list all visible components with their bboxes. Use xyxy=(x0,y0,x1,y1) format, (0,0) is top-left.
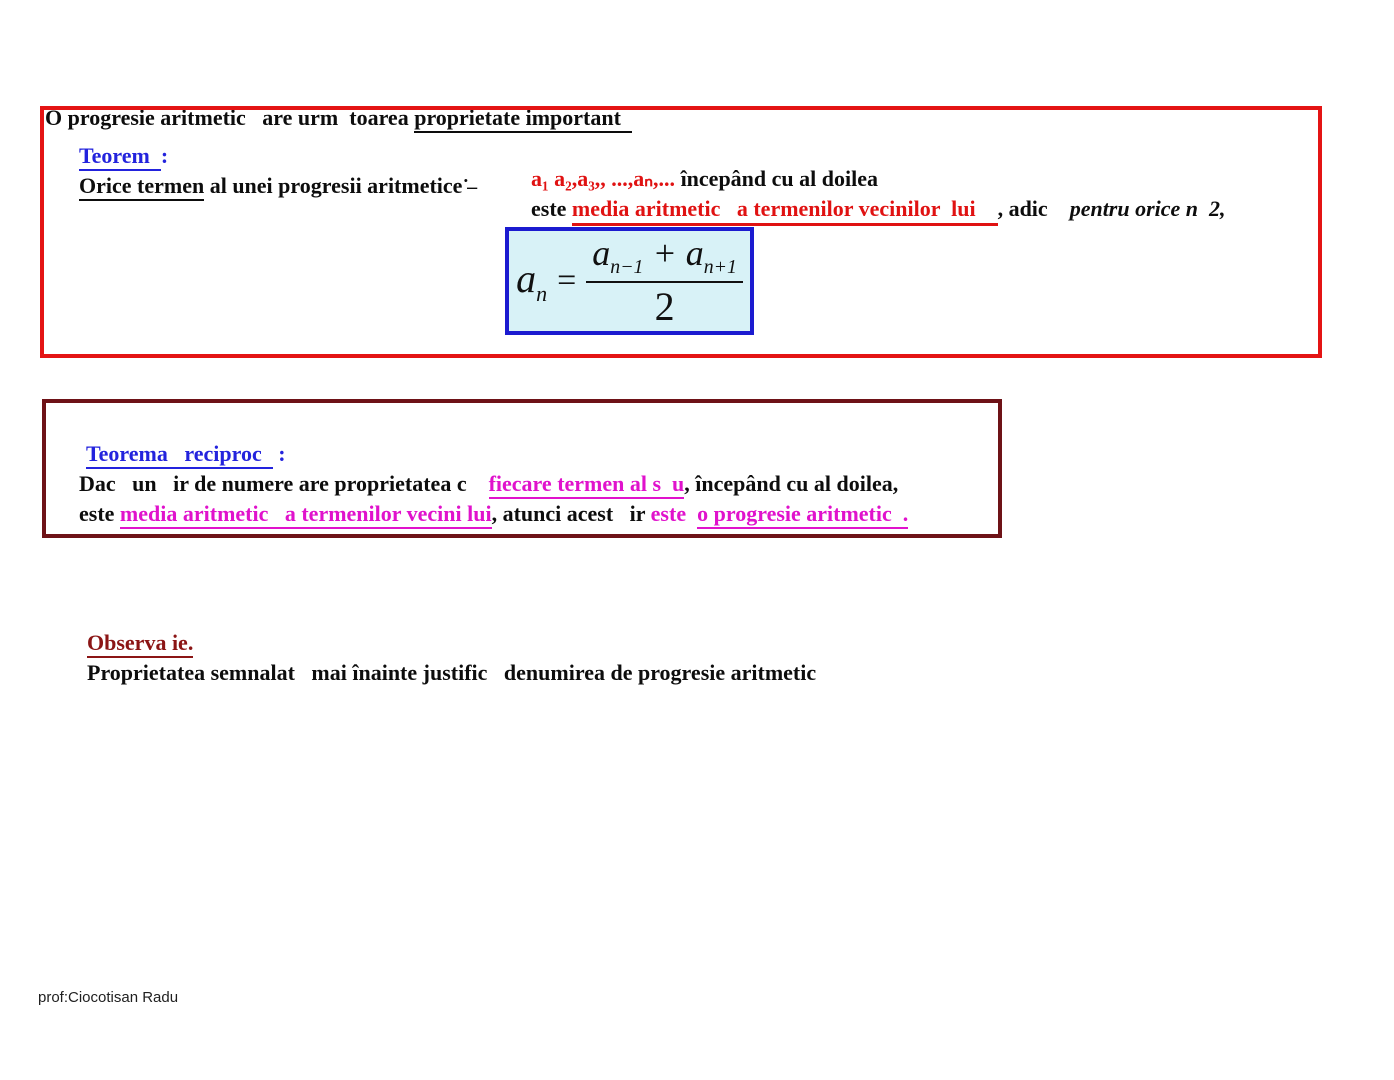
theorem-line-underlined: Orice termen xyxy=(79,173,204,201)
reciprocal-l1-start: Dac un ir de numere are proprietatea c xyxy=(79,470,489,496)
reciprocal-l2-mid: , atunci acest ir xyxy=(491,500,651,526)
footer-author: prof:Ciocotisan Radu xyxy=(38,989,179,1006)
media-adica: , adic xyxy=(997,195,1070,221)
theorem-line xyxy=(57,143,475,229)
equals-sign: = xyxy=(557,262,577,299)
theorem-line-rest: al unei progresii aritmetice xyxy=(204,172,463,198)
formula-fraction xyxy=(586,232,743,330)
fraction-numerator: $a_{n-1} + a_{n+1}$ xyxy=(586,232,743,283)
reciprocal-heading-colon: : xyxy=(272,440,286,466)
formula-box xyxy=(505,227,754,335)
reciprocal-l2-highlight1: media aritmetic a termenilor vecini lui xyxy=(120,501,492,529)
fraction-denominator: 2 xyxy=(654,284,675,330)
observation-body-row xyxy=(65,630,816,716)
media-underlined: media aritmetic a termenilor vecinilor lui xyxy=(572,196,998,226)
media-este: este xyxy=(531,195,572,221)
theorem-heading-colon: : xyxy=(160,142,169,168)
page-title-plain: O progresie aritmetic are urm toarea xyxy=(45,104,415,130)
reciprocal-l2-start: este xyxy=(79,500,120,526)
sequence-terms: a₁ a₂,a₃,, ...,aₙ,... xyxy=(531,165,676,191)
reciprocal-line-2 xyxy=(57,471,908,557)
reciprocal-l2-highlight2: o progresie aritmetic . xyxy=(697,501,908,529)
reciprocal-l1-highlight: fiecare termen al s u xyxy=(489,471,685,499)
reciprocal-l2-este: este xyxy=(650,500,698,526)
sequence-note: începând cu al doilea xyxy=(675,165,878,191)
reciprocal-l1-end: , începând cu al doilea, xyxy=(684,470,899,496)
page-title-underlined: proprietate important xyxy=(414,105,632,133)
observation-heading: Observa ie. xyxy=(87,630,193,658)
observation-body: Proprietatea semnalat mai înainte justific denumirea de progresie aritmetic xyxy=(87,659,817,685)
reciprocal-heading-text: Teorema reciproc xyxy=(86,441,273,469)
formula xyxy=(516,232,743,330)
formula-lhs: $a_n$ xyxy=(516,256,548,306)
stray-mark: ˙– xyxy=(462,175,476,198)
media-pentru: pentru orice n 2, xyxy=(1069,195,1226,221)
theorem-heading-text: Teorem xyxy=(79,143,161,171)
